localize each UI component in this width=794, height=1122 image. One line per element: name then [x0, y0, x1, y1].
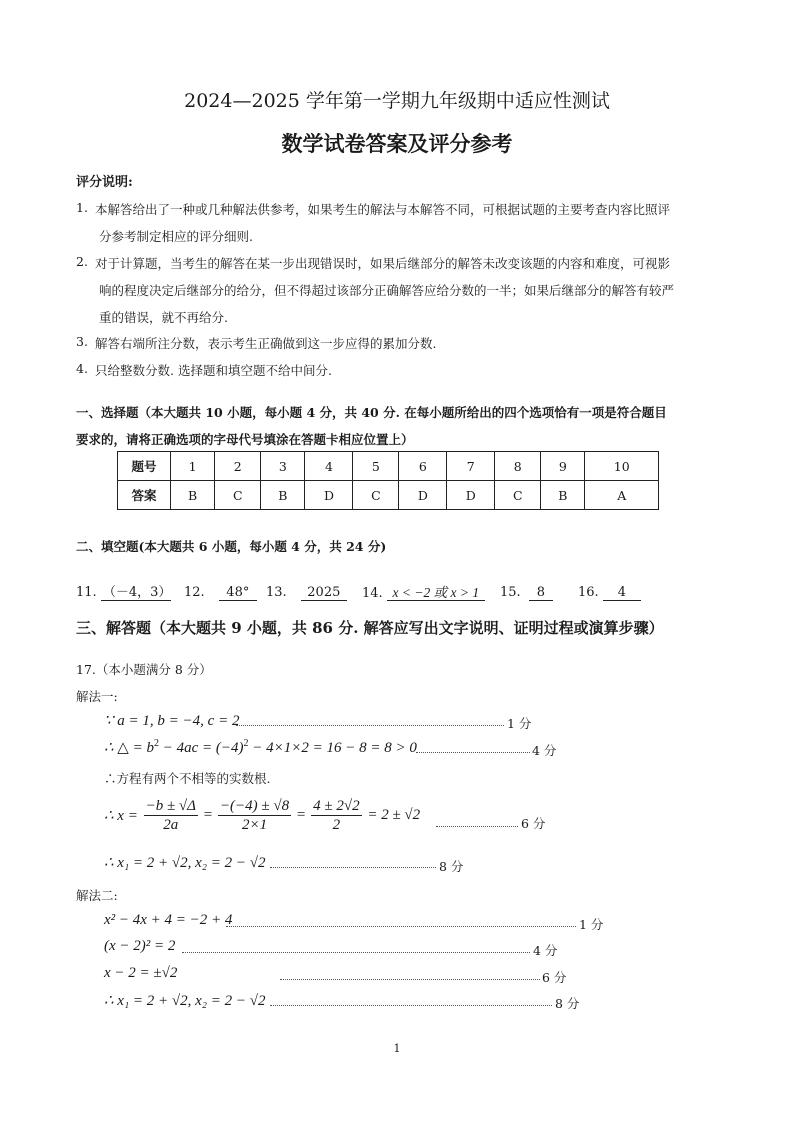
fill-item-12 [184, 585, 257, 601]
m1-step-2-part-c: − 4×1×2 = 16 − 8 = 8 > 0 [248, 740, 417, 756]
fill-item-14 [362, 585, 485, 601]
fill-answer: 8 [529, 585, 553, 601]
fill-answer: 48° [219, 585, 257, 601]
score-6: 6 分 [521, 816, 546, 831]
m1-step-4-prefix: ∴ x = [104, 808, 138, 824]
question-row-label: 题号 [118, 452, 171, 481]
fill-item-number: 14. [362, 586, 383, 601]
q17-title: 17.（本小题满分 8 分） [76, 662, 212, 677]
answer-table [117, 451, 659, 510]
note-1-line-2: 分参考制定相应的评分细则. [99, 229, 253, 244]
question-number: 6 [399, 452, 447, 481]
note-4-num: 4. [76, 361, 88, 376]
fill-item-15 [500, 585, 553, 601]
notes-heading: 评分说明: [76, 175, 133, 190]
equals-sign: = [203, 807, 213, 823]
m2-step-4: ∴ x₁ = 2 + √2, x₂ = 2 − √2 [104, 993, 266, 1009]
fraction-2-numerator: −(−4) ± √8 [219, 798, 290, 814]
page-number: 1 [393, 1042, 401, 1055]
question-number: 1 [171, 452, 215, 481]
question-number: 3 [261, 452, 305, 481]
answer-cell: A [585, 481, 659, 510]
fill-item-11 [76, 585, 171, 601]
m1-step-5: ∴ x₁ = 2 + √2, x₂ = 2 − √2 [104, 855, 266, 871]
fill-item-16 [578, 585, 641, 601]
note-3-line-1: 解答右端所注分数，表示考生正确做到这一步应得的累加分数. [95, 336, 437, 351]
answer-cell: C [495, 481, 541, 510]
note-4-line-1: 只给整数分数. 选择题和填空题不给中间分. [95, 363, 332, 378]
question-number: 8 [495, 452, 541, 481]
section1-heading-line2: 要求的，请将正确选项的字母代号填涂在答题卡相应位置上） [76, 432, 414, 447]
question-number: 2 [215, 452, 261, 481]
note-2-num: 2. [76, 254, 88, 269]
dotted-leader [270, 867, 436, 868]
dotted-leader [416, 752, 530, 753]
section1-heading-line1: 一、选择题（本大题共 10 小题，每小题 4 分，共 40 分. 在每小题所给出的四个选项恰有一项是符合题目 [76, 405, 667, 420]
score-1-method2: 1 分 [579, 917, 604, 932]
m2-step-2: (x − 2)² = 2 [104, 938, 176, 954]
dotted-leader [236, 725, 504, 726]
score-8-method2: 8 分 [555, 996, 580, 1011]
note-2-line-3: 重的错误，就不再给分. [99, 310, 228, 325]
m2-step-1: x² − 4x + 4 = −2 + 4 [104, 912, 233, 928]
fill-item-number: 13. [266, 585, 287, 600]
m1-step-4-suffix: = 2 ± √2 [367, 807, 421, 823]
answer-cell: B [261, 481, 305, 510]
fill-item-number: 15. [500, 585, 521, 600]
m1-step-2 [104, 738, 417, 757]
section3-heading: 三、解答题（本大题共 9 小题，共 86 分. 解答应写出文字说明、证明过程或演算步骤） [76, 619, 664, 637]
dotted-leader [270, 1005, 552, 1006]
note-1-line-1: 本解答给出了一种或几种解法供参考，如果考生的解法与本解答不同，可根据试题的主要考查内容比照评 [95, 202, 671, 217]
answer-cell: D [447, 481, 495, 510]
fraction-3-denominator: 2 [332, 817, 341, 833]
method2-label: 解法二: [76, 888, 118, 903]
answer-cell: B [171, 481, 215, 510]
answer-row-label: 答案 [118, 481, 171, 510]
fill-item-number: 12. [184, 585, 205, 600]
note-3-num: 3. [76, 334, 88, 349]
fraction-3 [311, 797, 361, 834]
answer-row [118, 481, 659, 510]
m1-step-4 [104, 797, 420, 834]
fraction-1-numerator: −b ± √Δ [145, 798, 196, 814]
section2-heading: 二、填空题(本大题共 6 小题，每小题 4 分，共 24 分) [76, 539, 387, 554]
m1-step-2-part-a: ∴ △ = b [104, 740, 154, 756]
answer-cell: D [399, 481, 447, 510]
fraction-3-numerator: 4 ± 2√2 [313, 798, 360, 814]
dotted-leader [226, 926, 576, 927]
question-number: 5 [353, 452, 399, 481]
question-number: 7 [447, 452, 495, 481]
question-number: 10 [585, 452, 659, 481]
page-title: 2024—2025 学年第一学期九年级期中适应性测试 [184, 90, 610, 112]
m2-step-3: x − 2 = ±√2 [104, 965, 178, 981]
score-4-method2: 4 分 [533, 943, 558, 958]
dotted-leader [280, 979, 540, 980]
score-4: 4 分 [532, 743, 557, 758]
fraction-1 [144, 797, 198, 834]
dotted-leader [436, 826, 518, 827]
fill-item-number: 11. [76, 585, 97, 600]
answer-cell: B [541, 481, 585, 510]
fraction-2-denominator: 2×1 [241, 817, 268, 833]
question-number: 4 [305, 452, 353, 481]
equals-sign: = [296, 807, 306, 823]
fraction-1-denominator: 2a [163, 817, 179, 833]
fraction-2 [218, 797, 291, 834]
score-6-method2: 6 分 [542, 970, 567, 985]
fill-answer: x < −2 或 x > 1 [387, 585, 485, 601]
answer-cell: C [215, 481, 261, 510]
dotted-leader [182, 952, 530, 953]
answer-cell: C [353, 481, 399, 510]
score-8: 8 分 [439, 859, 464, 874]
answer-cell: D [305, 481, 353, 510]
m1-step-2-part-b: − 4ac = (−4) [158, 740, 244, 756]
superscript: 2 [243, 738, 249, 749]
question-number-row [118, 452, 659, 481]
page-subtitle: 数学试卷答案及评分参考 [281, 131, 513, 156]
superscript: 2 [153, 738, 159, 749]
fill-answer: 2025 [301, 585, 347, 601]
note-2-line-1: 对于计算题，当考生的解答在某一步出现错误时，如果后继部分的解答未改变该题的内容和难度，可视影 [95, 256, 671, 271]
m1-step-3: ∴方程有两个不相等的实数根. [104, 771, 271, 786]
score-1: 1 分 [507, 716, 532, 731]
note-2-line-2: 响的程度决定后继部分的给分，但不得超过该部分正确解答应给分数的一半；如果后继部分的解答有较严 [99, 283, 675, 298]
fill-answer: （－4，3） [102, 585, 172, 600]
fill-item-number: 16. [578, 585, 599, 600]
fill-item-13 [266, 585, 347, 601]
method1-label: 解法一: [76, 689, 118, 704]
question-number: 9 [541, 452, 585, 481]
fill-answer: 4 [603, 585, 641, 601]
note-1-num: 1. [76, 200, 88, 215]
m1-step-1: ∵ a = 1, b = −4, c = 2 [104, 713, 240, 729]
